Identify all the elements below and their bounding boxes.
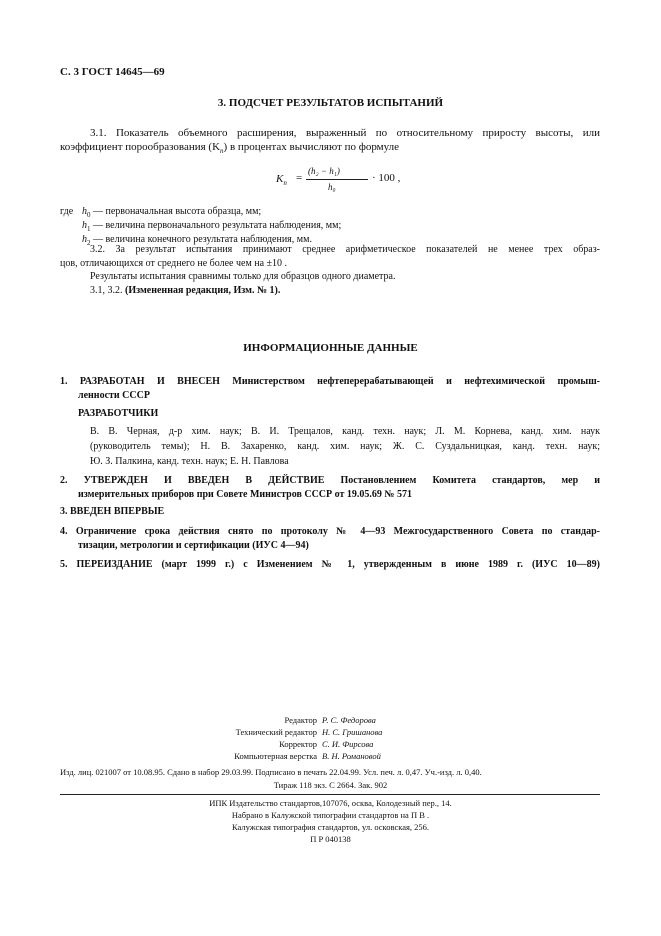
para-3-1-line1: 3.1. Показатель объемного расширения, выраженный по относительному приросту высоты, или [90,127,600,139]
formula-denominator: h₀ [328,182,336,192]
info-item4-line1: 4. Ограничение срока действия снято по протоколу № 4—93 Межгосударственного Совета по стандар- [60,526,600,537]
info-item5: 5. ПЕРЕИЗДАНИЕ (март 1999 г.) с Изменением № 1, утвержденным в июне 1989 г. (ИУС 10—89) [60,559,600,570]
imprint-print-run: Тираж 118 экз. С 2664. Зак. 902 [273,780,388,790]
def-h0: $h_0$ — первоначальная высота образца, мм; [82,206,262,219]
editor-name: Р. С. Федорова [322,715,376,725]
divider [60,794,600,795]
para-amendment: 3.1, 3.2. (Измененная редакция, Изм. № 1). [90,285,281,296]
developers-line3: Ю. З. Палкина, канд. техн. наук; Е. Н. Павлова [90,456,289,467]
where-prefix: где [60,206,74,217]
formula [270,160,401,200]
para-results: Результаты испытания сравнимы только для образцов одного диаметра. [90,271,396,282]
publisher-line2: Набрано в Калужской типографии стандартов на П В . [231,810,430,820]
tech-editor-name: Н. С. Гришанова [322,727,383,737]
developers-line1: В. В. Черная, д-р хим. наук; В. И. Трещалов, канд. техн. наук; Л. М. Корнева, канд. хим. наук [90,426,600,437]
formula-lhs: $K_п$ [276,173,287,188]
publisher-line3: Калужская типография стандартов, ул. осковская, 256. [231,822,430,832]
page-ref: С. 3 ГОСТ 14645—69 [60,66,165,78]
para-3-1-line2: коэффициент порообразования $(K_п)$ в процентах вычисляют по формуле [60,141,400,156]
def-h2: $h_2$ — величина конечного результата наблюдения, мм. [82,234,312,247]
info-item2-line2: измерительных приборов при Совете Министров СССР от 19.05.69 № 571 [78,489,412,500]
formula-tail: · 100 , [372,172,401,184]
info-item4-line2: тизации, метрологии и сертификации (ИУС 4—94) [78,540,309,551]
tech-editor-label: Технический редактор [235,727,317,737]
publisher-line4: П Р 040138 [310,834,351,844]
def-h1: $h_1$ — величина первоначального результата наблюдения, мм; [82,220,342,233]
fraction-bar [306,179,368,180]
info-title: ИНФОРМАЦИОННЫЕ ДАННЫЕ [243,342,418,354]
para-3-2-line1: 3.2. За результат испытания принимают среднее арифметическое показателей не менее трех образ- [90,244,600,255]
corrector-name: С. И. Фирсова [322,739,374,749]
info-item2-line1: 2. УТВЕРЖДЕН И ВВЕДЕН В ДЕЙСТВИЕ Постановлением Комитета стандартов, мер и [60,475,600,486]
layout-label: Компьютерная верстка [234,751,317,761]
imprint-license: Изд. лиц. 021007 от 10.08.95. Сдано в набор 29.03.99. Подписано в печать 22.04.99. Усл. печ. л. 0,47. Уч.-изд. л. 0,40. [60,767,482,777]
layout-name: В. Н. Романовой [322,751,381,761]
corrector-label: Корректор [279,739,317,749]
developers-title: РАЗРАБОТЧИКИ [78,408,159,419]
formula-equals: = [296,172,303,184]
editor-label: Редактор [284,715,317,725]
para-3-2-line2: цов, отличающихся от среднего не более чем на ±10 . [60,258,288,269]
info-item1-line2: ленности СССР [78,390,150,401]
info-item3: 3. ВВЕДЕН ВПЕРВЫЕ [60,506,165,517]
section-title: 3. ПОДСЧЕТ РЕЗУЛЬТАТОВ ИСПЫТАНИЙ [217,97,444,109]
info-item1-line1: 1. РАЗРАБОТАН И ВНЕСЕН Министерством нефтеперерабатывающей и нефтехимической промыш- [60,376,600,387]
developers-line2: (руководитель темы); Н. В. Захаренко, канд. хим. наук; Ж. С. Суздальницкая, канд. техн. наук; [90,441,600,452]
formula-numerator: (h₂ − h₁) [308,166,340,176]
publisher-line1: ИПК Издательство стандартов,107076, осква, Колодезный пер., 14. [209,798,452,808]
